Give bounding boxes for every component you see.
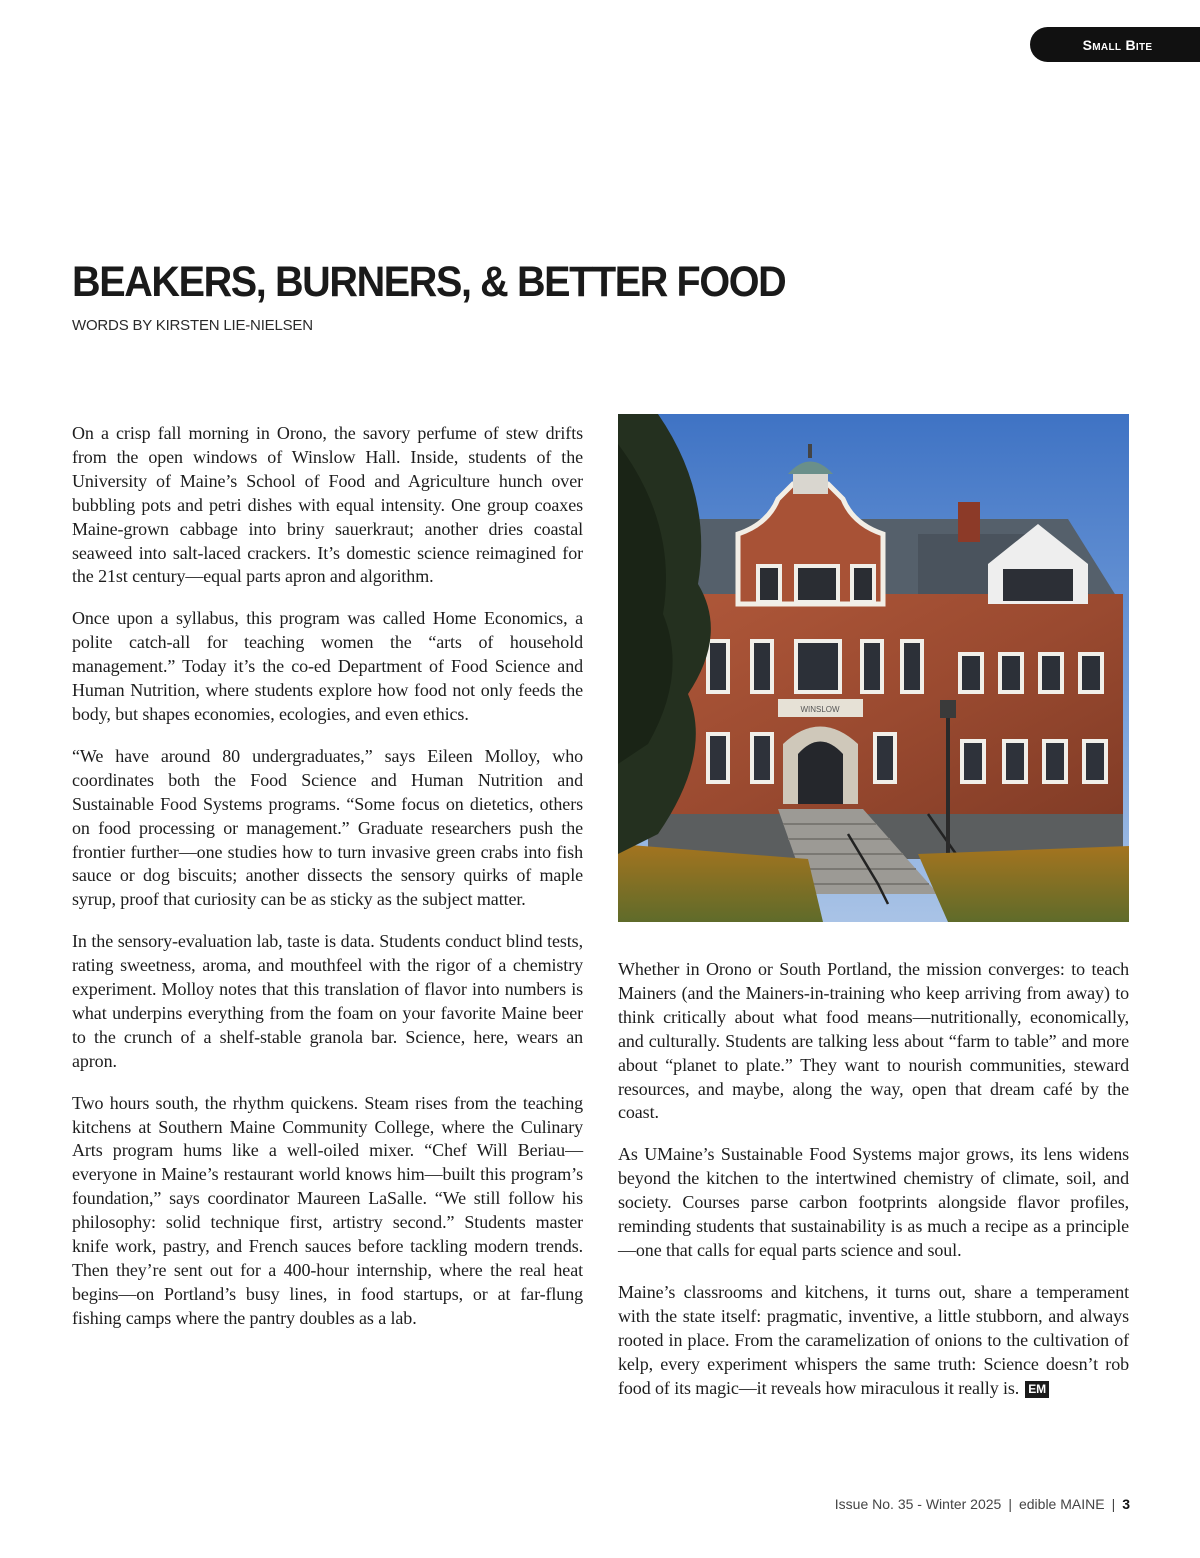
end-mark-logo: EM xyxy=(1025,1381,1049,1398)
section-tab: Small Bite xyxy=(1030,27,1200,62)
page-number: 3 xyxy=(1122,1496,1130,1512)
paragraph xyxy=(618,1281,1129,1401)
paragraph: Whether in Orono or South Portland, the mission converges: to teach Mainers (and the Mainers-in-training who keep arriving from away) to think critically about what food means—nutritionally, economically, and culturally. Students are talking less about “farm to table” and more about “planet to plate.” They want to nourish communities, steward resources, and maybe, along the way, open that dream café by the coast. xyxy=(618,959,1129,1123)
right-column xyxy=(618,958,1129,1418)
left-column xyxy=(72,422,583,1349)
building-sign: WINSLOW xyxy=(800,705,840,714)
paragraph: On a crisp fall morning in Orono, the savory perfume of stew drifts from the open windows of Winslow Hall. Inside, students of the University of Maine’s School of Food and Agriculture hunch over bubbling pots and petri dishes with equal intensity. One group coaxes Maine-grown cabbage into briny sauerkraut; another dries coastal seaweed into salt-laced crackers. It’s domestic science reimagined for the 21st century—equal parts apron and algorithm. xyxy=(72,423,583,587)
paragraph: Two hours south, the rhythm quickens. Steam rises from the teaching kitchens at Southern Maine Community College, where the Culinary Arts program hums like a well-oiled mixer. “Chef Will Beriau—everyone in Maine’s restaurant world knows him—built this program’s foundation,” says coordinator Maureen LaSalle. “We still follow his philosophy: solid technique first, artistry second.” Students master knife work, pastry, and French sauces before tackling modern trends. Then they’re sent out for a 400-hour internship, where the real heat begins—on Portland’s busy lines, in food startups, or at far-flung fishing camps where the pantry doubles as a lab. xyxy=(72,1092,583,1328)
page-footer: Issue No. 35 - Winter 2025 | edible MAINE | 3 xyxy=(834,1496,1130,1512)
paragraph-text: Maine’s classrooms and kitchens, it turns out, share a temperament with the state itself: pragmatic, inventive, a little stubborn, and always rooted in place. From the caramelization of onions to the cultivation of kelp, every experiment whispers the same truth: Science doesn’t rob food of its magic—it reveals how miraculous it really is. xyxy=(618,1281,1129,1398)
publication-name: edible MAINE xyxy=(1018,1496,1105,1512)
paragraph: As UMaine’s Sustainable Food Systems major grows, its lens widens beyond the kitchen to the intertwined chemistry of climate, soil, and society. Courses parse carbon footprints alongside flavor profiles, reminding students that sustainability is as much a recipe as a principle—one that calls for equal parts science and soul. xyxy=(618,1144,1129,1260)
article-byline: WORDS BY KIRSTEN LIE-NIELSEN xyxy=(72,317,313,334)
article-title: BEAKERS, BURNERS, & BETTER FOOD xyxy=(72,258,786,306)
paragraph: In the sensory-evaluation lab, taste is data. Students conduct blind tests, rating sweetness, aroma, and mouthfeel with the rigor of a chemistry experiment. Molloy notes that this translation of flavor into numbers is what underpins everything from the foam on your favorite Maine beer to the crunch of a shelf-stable granola bar. Science, here, wears an apron. xyxy=(72,931,583,1071)
issue-info: Issue No. 35 - Winter 2025 xyxy=(834,1496,1002,1512)
winslow-hall-photo xyxy=(618,414,1129,922)
paragraph: Once upon a syllabus, this program was called Home Economics, a polite catch-all for teaching women the “arts of household management.” Today it’s the co-ed Department of Food Science and Human Nutrition, where students explore how food not only feeds the body, but shapes economies, ecologies, and even ethics. xyxy=(72,608,583,724)
paragraph: “We have around 80 undergraduates,” says Eileen Molloy, who coordinates both the Food Science and Human Nutrition and Sustainable Food Systems programs. “Some focus on dietetics, others on food processing or management.” Graduate researchers push the frontier further—one studies how to turn invasive green crabs into fish sauce or dog biscuits; another dissects the sensory quirks of maple syrup, proof that curiosity can be as sticky as the subject matter. xyxy=(72,745,583,910)
